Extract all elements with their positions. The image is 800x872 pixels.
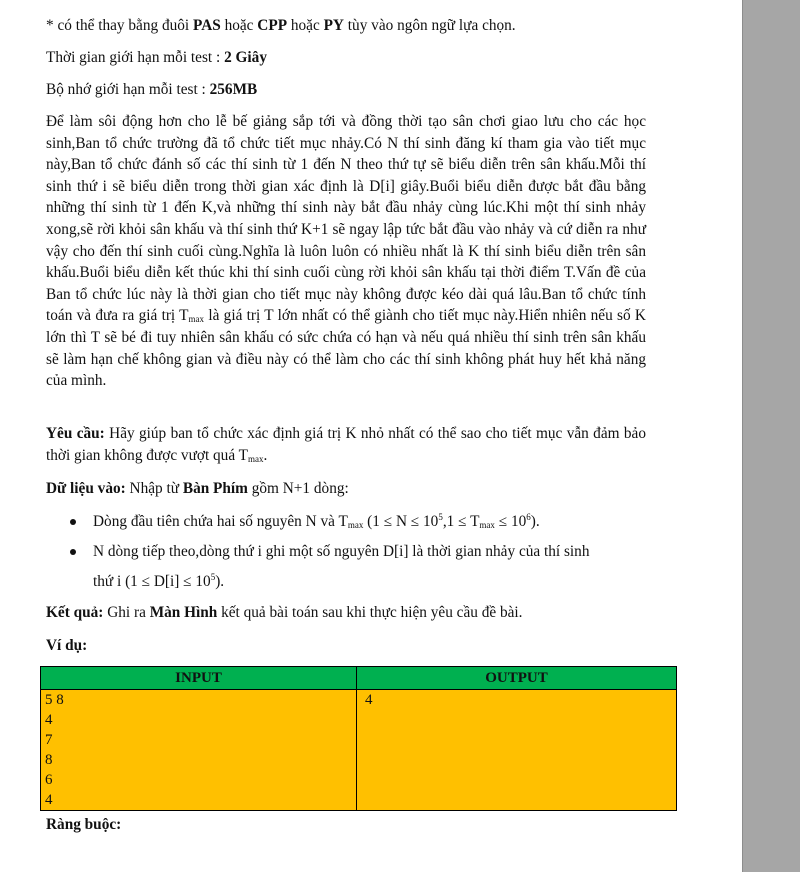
requirement-label: Yêu cầu:	[46, 425, 105, 442]
bullet-dot	[70, 549, 76, 555]
input-line: 7	[45, 732, 53, 748]
input-source: Bàn Phím	[182, 480, 248, 497]
example-label: Ví dụ:	[46, 637, 88, 654]
time-limit-value: 2 Giây	[224, 49, 267, 66]
bullet-n-lines-cont: thứ i $(1 \le D[i] \le 10^5)$.	[93, 572, 225, 590]
input-cell	[41, 690, 357, 811]
input-spec-label: Dữ liệu vào:	[46, 480, 126, 497]
constraints-label: Ràng buộc:	[46, 816, 122, 833]
output-cell	[357, 690, 677, 811]
output-header: OUTPUT	[357, 667, 677, 690]
input-header: INPUT	[41, 667, 357, 690]
input-line: 8	[45, 752, 53, 768]
memory-limit: Bộ nhớ giới hạn mỗi test : 256MB	[46, 81, 258, 98]
input-line: 5 8	[45, 692, 64, 708]
ext-pas: PAS	[193, 17, 221, 34]
output-spec: Kết quả: Ghi ra Màn Hình kết quả bài toán sau khi thực hiện yêu cầu đề bài.	[46, 604, 523, 621]
input-line: 4	[45, 792, 53, 808]
bullet-first-line: Dòng đầu tiên chứa hai số nguyên N và $T_{max}$ $(1 \le N \le 10^5,1 \le T_{max} \le 10^6)$.	[93, 512, 540, 530]
example-table	[40, 666, 677, 811]
memory-limit-value: 256MB	[209, 81, 258, 98]
output-target: Màn Hình	[149, 604, 218, 621]
ext-cpp: CPP	[257, 17, 288, 34]
output-spec-label: Kết quả:	[46, 604, 104, 621]
scroll-gutter[interactable]	[742, 0, 800, 872]
problem-statement: Để làm sôi động hơn cho lễ bế giảng sắp tới và đồng thời tạo sân chơi giao lưu cho các học sinh,Ban tổ chức trường đã tổ chức tiết mục nhảy.Có N thí sinh đăng kí tham gia vào tiết mục này,Ban tổ chức đánh số các thí sinh từ 1 đến N theo thứ tự sẽ biểu diễn trên sân khấu.Mỗi thí sinh thứ i sẽ biểu diễn trong thời gian xác định là D[i] giây.Buổi biểu diễn được bắt đầu bằng những thí sinh từ 1 đến K,và những thí sinh này bắt đầu nhảy cùng lúc.Khi một thí sinh nhảy xong,sẽ rời khỏi sân khấu và thí sinh thứ K+1 sẽ ngay lập tức bắt đầu vào nhảy và cứ diễn ra như vậy cho đến thí sinh cuối cùng.Nghĩa là luôn luôn có nhiều nhất là K thí sinh biểu diễn trên sân khấu.Buổi biểu diễn kết thúc khi thí sinh cuối cùng rời khỏi sân khấu tại thời điểm T.Vấn đề của Ban tổ chức lúc này là thời gian cho tiết mục này không được kéo dài quá lâu.Ban tổ chức tính toán và đưa ra giá trị $T_{max}$ là giá trị T lớn nhất có thể giành cho tiết mục này.Hiển nhiên nếu số K lớn thì T sẽ bé đi tuy nhiên sân khấu có sức chứa có hạn và nếu quá nhiều thí sinh trên sân khấu sẽ làm hạn chế không gian và điều này có thể làm cho các thí sinh không phát huy hết khả năng của mình.	[46, 113, 646, 390]
requirement-paragraph: Yêu cầu: Hãy giúp ban tổ chức xác định giá trị K nhỏ nhất có thể sao cho tiết mục vẫn đảm bảo thời gian không được vượt quá $T_{max}$.	[46, 425, 646, 464]
bullet-dot	[70, 519, 76, 525]
time-limit: Thời gian giới hạn mỗi test : 2 Giây	[46, 49, 267, 66]
input-line: 6	[45, 772, 53, 788]
file-extension-note: * có thể thay bằng đuôi PAS hoặc CPP hoặc PY tùy vào ngôn ngữ lựa chọn.	[46, 17, 516, 34]
output-line: 4	[365, 692, 373, 708]
bullet-n-lines: N dòng tiếp theo,dòng thứ i ghi một số nguyên D[i] là thời gian nhảy của thí sinh	[93, 543, 590, 560]
input-line: 4	[45, 712, 53, 728]
input-spec: Dữ liệu vào: Nhập từ Bàn Phím gồm N+1 dòng:	[46, 480, 349, 497]
ext-py: PY	[323, 17, 344, 34]
